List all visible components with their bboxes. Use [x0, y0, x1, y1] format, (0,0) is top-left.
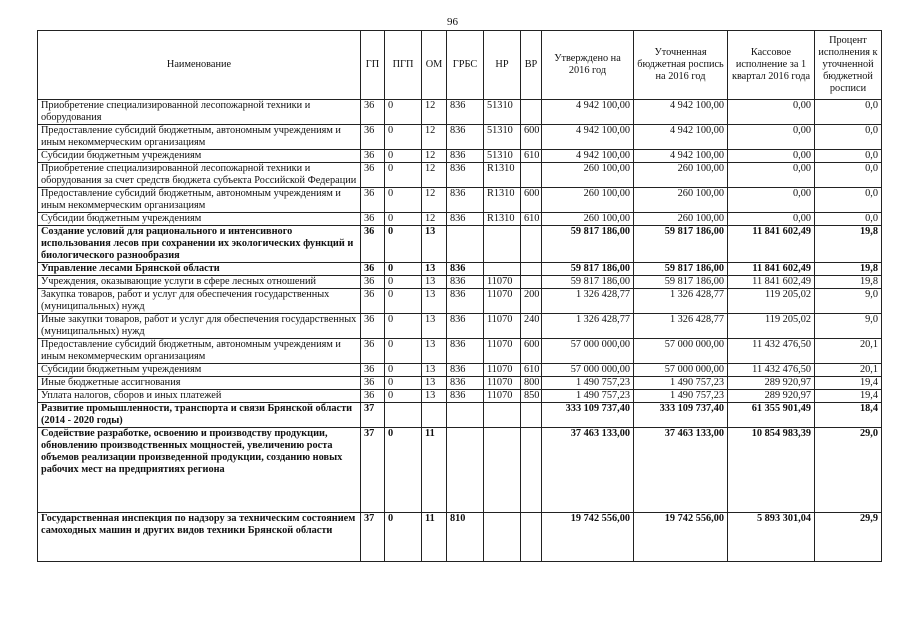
cell-om: 12 [422, 213, 447, 226]
cell-refined: 333 109 737,40 [634, 403, 728, 428]
cell-np: 11070 [484, 364, 521, 377]
table-row [38, 226, 882, 263]
cell-approved: 1 326 428,77 [542, 314, 634, 339]
cell-vr: 600 [521, 339, 542, 364]
cell-approved: 260 100,00 [542, 163, 634, 188]
cell-refined: 1 326 428,77 [634, 314, 728, 339]
cell-vr [521, 276, 542, 289]
cell-name: Предоставление субсидий бюджетным, автономным учреждениям и иным некоммерческим организациям [38, 339, 361, 364]
cell-refined: 19 742 556,00 [634, 513, 728, 562]
cell-approved: 1 490 757,23 [542, 377, 634, 390]
cell-approved: 1 490 757,23 [542, 390, 634, 403]
cell-name: Развитие промышленности, транспорта и связи Брянской области (2014 - 2020 годы) [38, 403, 361, 428]
table-row [38, 513, 882, 562]
cell-cash: 119 205,02 [728, 289, 815, 314]
cell-grbs: 836 [447, 125, 484, 150]
cell-vr: 850 [521, 390, 542, 403]
cell-name: Субсидии бюджетным учреждениям [38, 364, 361, 377]
table-row [38, 403, 882, 428]
cell-pgp: 0 [385, 213, 422, 226]
cell-percent: 0,0 [815, 188, 882, 213]
cell-grbs: 836 [447, 163, 484, 188]
cell-om: 13 [422, 263, 447, 276]
cell-gp: 36 [361, 100, 385, 125]
cell-grbs [447, 403, 484, 428]
cell-np: 51310 [484, 150, 521, 163]
cell-name: Предоставление субсидий бюджетным, автономным учреждениям и иным некоммерческим организациям [38, 125, 361, 150]
cell-om: 13 [422, 226, 447, 263]
cell-refined: 59 817 186,00 [634, 263, 728, 276]
cell-om: 12 [422, 125, 447, 150]
table-row [38, 289, 882, 314]
cell-cash: 0,00 [728, 163, 815, 188]
cell-approved: 59 817 186,00 [542, 276, 634, 289]
cell-refined: 260 100,00 [634, 188, 728, 213]
cell-refined: 4 942 100,00 [634, 150, 728, 163]
cell-cash: 11 841 602,49 [728, 276, 815, 289]
cell-pgp: 0 [385, 226, 422, 263]
cell-np: 11070 [484, 314, 521, 339]
cell-vr: 610 [521, 364, 542, 377]
cell-cash: 0,00 [728, 125, 815, 150]
cell-vr: 600 [521, 125, 542, 150]
cell-grbs: 810 [447, 513, 484, 562]
cell-gp: 36 [361, 390, 385, 403]
cell-refined: 4 942 100,00 [634, 100, 728, 125]
cell-refined: 1 490 757,23 [634, 390, 728, 403]
cell-pgp: 0 [385, 188, 422, 213]
cell-percent: 0,0 [815, 150, 882, 163]
cell-gp: 37 [361, 428, 385, 513]
cell-gp: 36 [361, 213, 385, 226]
cell-name: Предоставление субсидий бюджетным, автономным учреждениям и иным некоммерческим организациям [38, 188, 361, 213]
cell-om: 13 [422, 276, 447, 289]
cell-refined: 37 463 133,00 [634, 428, 728, 513]
cell-cash: 0,00 [728, 213, 815, 226]
table-header-row [38, 31, 882, 100]
cell-name: Приобретение специализированной лесопожарной техники и оборудования [38, 100, 361, 125]
table-row [38, 188, 882, 213]
cell-percent: 0,0 [815, 163, 882, 188]
cell-grbs: 836 [447, 188, 484, 213]
cell-gp: 37 [361, 513, 385, 562]
cell-vr: 610 [521, 213, 542, 226]
cell-approved: 37 463 133,00 [542, 428, 634, 513]
cell-np: R1310 [484, 213, 521, 226]
cell-percent: 20,1 [815, 364, 882, 377]
table-row [38, 100, 882, 125]
cell-grbs: 836 [447, 100, 484, 125]
col-header-om: ОМ [422, 31, 447, 100]
cell-vr [521, 100, 542, 125]
cell-name: Закупка товаров, работ и услуг для обеспечения государственных (муниципальных) нужд [38, 289, 361, 314]
cell-refined: 57 000 000,00 [634, 339, 728, 364]
cell-percent: 20,1 [815, 339, 882, 364]
cell-name: Содействие разработке, освоению и производству продукции, обновлению производственных мощностей, увеличению роста объемов реализации произведенной продукции, созданию новых рабочих мест на предприятиях региона [38, 428, 361, 513]
cell-gp: 36 [361, 377, 385, 390]
cell-grbs: 836 [447, 377, 484, 390]
cell-pgp: 0 [385, 289, 422, 314]
cell-vr [521, 403, 542, 428]
cell-om: 12 [422, 163, 447, 188]
cell-om: 12 [422, 150, 447, 163]
page-number: 96 [447, 16, 458, 28]
col-header-refined: Уточненная бюджетная роспись на 2016 год [634, 31, 728, 100]
cell-cash: 61 355 901,49 [728, 403, 815, 428]
cell-percent: 19,8 [815, 226, 882, 263]
cell-om: 13 [422, 390, 447, 403]
cell-vr [521, 226, 542, 263]
cell-cash: 11 841 602,49 [728, 263, 815, 276]
cell-pgp: 0 [385, 428, 422, 513]
cell-grbs: 836 [447, 364, 484, 377]
cell-grbs: 836 [447, 314, 484, 339]
cell-np [484, 428, 521, 513]
col-header-name: Наименование [38, 31, 361, 100]
cell-cash: 289 920,97 [728, 390, 815, 403]
table-row [38, 364, 882, 377]
cell-gp: 36 [361, 289, 385, 314]
cell-percent: 19,4 [815, 390, 882, 403]
cell-vr [521, 263, 542, 276]
cell-name: Учреждения, оказывающие услуги в сфере лесных отношений [38, 276, 361, 289]
cell-cash: 0,00 [728, 188, 815, 213]
cell-name: Уплата налогов, сборов и иных платежей [38, 390, 361, 403]
table-row [38, 150, 882, 163]
cell-name: Приобретение специализированной лесопожарной техники и оборудования за счет средств бюджета субъекта Российской Федерации [38, 163, 361, 188]
cell-om: 13 [422, 314, 447, 339]
cell-pgp: 0 [385, 125, 422, 150]
cell-cash: 0,00 [728, 150, 815, 163]
cell-approved: 57 000 000,00 [542, 339, 634, 364]
cell-percent: 18,4 [815, 403, 882, 428]
cell-vr [521, 163, 542, 188]
cell-vr: 600 [521, 188, 542, 213]
cell-approved: 333 109 737,40 [542, 403, 634, 428]
cell-percent: 29,9 [815, 513, 882, 562]
cell-om: 11 [422, 513, 447, 562]
budget-execution-table [37, 30, 882, 562]
col-header-np: НР [484, 31, 521, 100]
cell-vr: 240 [521, 314, 542, 339]
cell-grbs: 836 [447, 390, 484, 403]
col-header-grbs: ГРБС [447, 31, 484, 100]
cell-name: Иные бюджетные ассигнования [38, 377, 361, 390]
cell-name: Субсидии бюджетным учреждениям [38, 213, 361, 226]
cell-grbs: 836 [447, 263, 484, 276]
cell-om: 13 [422, 377, 447, 390]
cell-name: Иные закупки товаров, работ и услуг для обеспечения государственных (муниципальных) нужд [38, 314, 361, 339]
col-header-vr: ВР [521, 31, 542, 100]
cell-pgp: 0 [385, 513, 422, 562]
cell-cash: 119 205,02 [728, 314, 815, 339]
cell-approved: 59 817 186,00 [542, 263, 634, 276]
cell-pgp: 0 [385, 314, 422, 339]
cell-name: Создание условий для рационального и интенсивного использования лесов при сохранении их экологических функций и биологического разнообразия [38, 226, 361, 263]
cell-vr [521, 428, 542, 513]
cell-om: 12 [422, 188, 447, 213]
cell-refined: 1 326 428,77 [634, 289, 728, 314]
cell-percent: 9,0 [815, 289, 882, 314]
table-body [38, 100, 882, 562]
col-header-cash: Кассовое исполнение за 1 квартал 2016 года [728, 31, 815, 100]
cell-percent: 19,8 [815, 263, 882, 276]
cell-refined: 59 817 186,00 [634, 226, 728, 263]
cell-percent: 19,8 [815, 276, 882, 289]
cell-om: 13 [422, 289, 447, 314]
cell-np: 11070 [484, 377, 521, 390]
cell-name: Управление лесами Брянской области [38, 263, 361, 276]
cell-grbs [447, 428, 484, 513]
cell-gp: 36 [361, 163, 385, 188]
cell-gp: 36 [361, 364, 385, 377]
cell-om: 13 [422, 364, 447, 377]
cell-pgp: 0 [385, 263, 422, 276]
cell-vr [521, 513, 542, 562]
cell-pgp: 0 [385, 163, 422, 188]
cell-np: 11070 [484, 276, 521, 289]
table-row [38, 213, 882, 226]
cell-cash: 0,00 [728, 100, 815, 125]
cell-approved: 4 942 100,00 [542, 125, 634, 150]
table-row [38, 339, 882, 364]
cell-refined: 57 000 000,00 [634, 364, 728, 377]
cell-gp: 36 [361, 150, 385, 163]
cell-vr: 800 [521, 377, 542, 390]
cell-gp: 37 [361, 403, 385, 428]
cell-pgp [385, 403, 422, 428]
cell-percent: 9,0 [815, 314, 882, 339]
col-header-approved: Утверждено на 2016 год [542, 31, 634, 100]
cell-approved: 260 100,00 [542, 213, 634, 226]
cell-gp: 36 [361, 125, 385, 150]
col-header-percent: Процент исполнения к уточненной бюджетной росписи [815, 31, 882, 100]
cell-pgp: 0 [385, 377, 422, 390]
cell-percent: 19,4 [815, 377, 882, 390]
cell-pgp: 0 [385, 364, 422, 377]
cell-om: 13 [422, 339, 447, 364]
cell-approved: 59 817 186,00 [542, 226, 634, 263]
table-row [38, 390, 882, 403]
cell-pgp: 0 [385, 276, 422, 289]
cell-pgp: 0 [385, 390, 422, 403]
table-row [38, 276, 882, 289]
cell-approved: 19 742 556,00 [542, 513, 634, 562]
table-row [38, 314, 882, 339]
cell-np: 51310 [484, 100, 521, 125]
cell-cash: 289 920,97 [728, 377, 815, 390]
cell-np [484, 263, 521, 276]
cell-np [484, 513, 521, 562]
table-row [38, 163, 882, 188]
cell-np: 11070 [484, 289, 521, 314]
cell-refined: 4 942 100,00 [634, 125, 728, 150]
cell-grbs: 836 [447, 276, 484, 289]
cell-refined: 59 817 186,00 [634, 276, 728, 289]
table-row [38, 428, 882, 513]
cell-grbs: 836 [447, 150, 484, 163]
cell-grbs: 836 [447, 213, 484, 226]
cell-gp: 36 [361, 226, 385, 263]
cell-grbs [447, 226, 484, 263]
cell-cash: 11 841 602,49 [728, 226, 815, 263]
cell-gp: 36 [361, 276, 385, 289]
col-header-gp: ГП [361, 31, 385, 100]
cell-np: 11070 [484, 339, 521, 364]
cell-approved: 1 326 428,77 [542, 289, 634, 314]
cell-refined: 1 490 757,23 [634, 377, 728, 390]
cell-approved: 4 942 100,00 [542, 150, 634, 163]
cell-grbs: 836 [447, 289, 484, 314]
cell-np: 11070 [484, 390, 521, 403]
cell-om [422, 403, 447, 428]
cell-grbs: 836 [447, 339, 484, 364]
table-row [38, 263, 882, 276]
cell-np [484, 226, 521, 263]
cell-pgp: 0 [385, 150, 422, 163]
cell-percent: 0,0 [815, 213, 882, 226]
cell-cash: 11 432 476,50 [728, 339, 815, 364]
cell-gp: 36 [361, 188, 385, 213]
cell-approved: 4 942 100,00 [542, 100, 634, 125]
table-row [38, 125, 882, 150]
cell-refined: 260 100,00 [634, 213, 728, 226]
cell-np: R1310 [484, 188, 521, 213]
cell-approved: 260 100,00 [542, 188, 634, 213]
cell-gp: 36 [361, 263, 385, 276]
cell-gp: 36 [361, 314, 385, 339]
cell-pgp: 0 [385, 339, 422, 364]
cell-om: 11 [422, 428, 447, 513]
cell-cash: 11 432 476,50 [728, 364, 815, 377]
cell-vr: 200 [521, 289, 542, 314]
cell-name: Государственная инспекция по надзору за техническим состоянием самоходных машин и других видов техники Брянской области [38, 513, 361, 562]
cell-vr: 610 [521, 150, 542, 163]
cell-pgp: 0 [385, 100, 422, 125]
cell-np: R1310 [484, 163, 521, 188]
cell-om: 12 [422, 100, 447, 125]
cell-name: Субсидии бюджетным учреждениям [38, 150, 361, 163]
cell-np: 51310 [484, 125, 521, 150]
cell-cash: 5 893 301,04 [728, 513, 815, 562]
cell-percent: 0,0 [815, 125, 882, 150]
cell-np [484, 403, 521, 428]
col-header-pgp: ПГП [385, 31, 422, 100]
cell-cash: 10 854 983,39 [728, 428, 815, 513]
cell-gp: 36 [361, 339, 385, 364]
table-row [38, 377, 882, 390]
cell-percent: 0,0 [815, 100, 882, 125]
cell-refined: 260 100,00 [634, 163, 728, 188]
cell-approved: 57 000 000,00 [542, 364, 634, 377]
cell-percent: 29,0 [815, 428, 882, 513]
